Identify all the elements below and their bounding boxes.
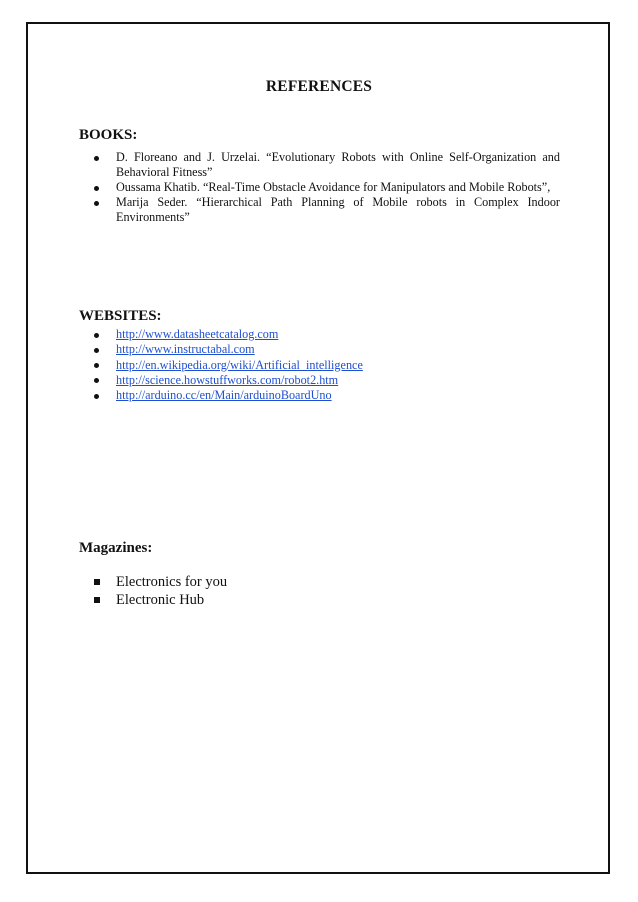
bullet-dot-icon — [94, 156, 99, 161]
website-link[interactable]: http://science.howstuffworks.com/robot2.htm — [116, 372, 339, 387]
books-heading: BOOKS: — [79, 127, 138, 143]
bullet-dot-icon — [94, 186, 99, 191]
website-item — [94, 358, 363, 373]
website-item — [94, 327, 363, 342]
bullet-dot-icon — [94, 333, 99, 338]
bullet-dot-icon — [94, 378, 99, 383]
website-link[interactable]: http://arduino.cc/en/Main/arduinoBoardUno — [116, 388, 332, 403]
bullet-square-icon — [94, 597, 100, 603]
page-title: REFERENCES — [265, 78, 373, 95]
bullet-dot-icon — [94, 201, 99, 206]
book-item — [94, 195, 560, 225]
book-item — [94, 180, 560, 195]
book-item-text: Oussama Khatib. “Real-Time Obstacle Avoidance for Manipulators and Mobile Robots”, — [116, 180, 551, 194]
book-item-text: Marija Seder. “Hierarchical Path Planning of Mobile robots in Complex Indoor Environments” — [116, 195, 560, 224]
websites-heading: WEBSITES: — [79, 308, 162, 324]
website-link[interactable]: http://en.wikipedia.org/wiki/Artificial_intelligence — [116, 357, 363, 372]
website-link[interactable]: http://www.datasheetcatalog.com — [116, 327, 279, 341]
magazine-item — [94, 592, 227, 610]
bullet-square-icon — [94, 579, 100, 585]
bullet-dot-icon — [94, 348, 99, 353]
book-item-text: D. Floreano and J. Urzelai. “Evolutionary Robots with Online Self-Organization and Behavioral Fitness” — [116, 150, 560, 179]
website-item — [94, 388, 363, 403]
magazines-list — [94, 574, 227, 609]
book-item — [94, 150, 560, 180]
website-link[interactable]: http://www.instructabal.com — [116, 342, 255, 357]
magazine-item-text: Electronics for you — [116, 574, 228, 590]
website-item — [94, 373, 363, 388]
bullet-dot-icon — [94, 394, 99, 399]
website-item — [94, 342, 363, 357]
magazines-heading: Magazines: — [79, 540, 153, 556]
bullet-dot-icon — [94, 363, 99, 368]
books-list — [94, 150, 560, 225]
magazine-item-text: Electronic Hub — [116, 591, 205, 608]
magazine-item — [94, 574, 227, 592]
websites-list — [94, 327, 363, 403]
